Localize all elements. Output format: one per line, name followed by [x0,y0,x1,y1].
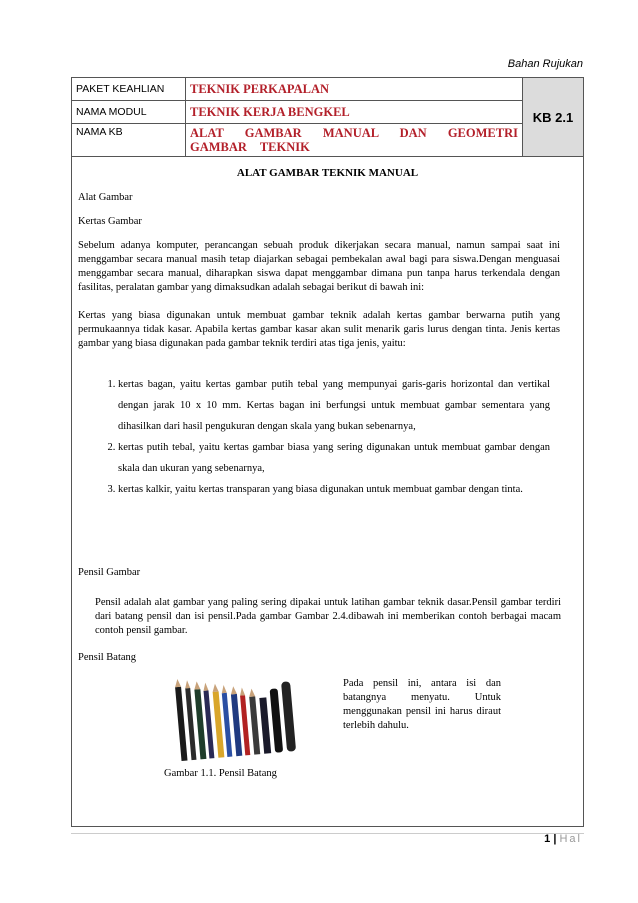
table-row [72,101,584,124]
paper-types-list [78,374,550,500]
figure-caption: Gambar 1.1. Pensil Batang [164,768,277,779]
list-item: 1. kertas bagan, yaitu kertas gambar putih tebal yang mempunyai garis-garis horizontal dan vertikal dengan jarak 10 x 10 mm. Kertas bagan ini berfungsi untuk membuat gambar sementara yang dihasilkan dari hasil pengukuran dengan skala yang bukan sebenarnya, [118,374,550,437]
value-modul: TEKNIK KERJA BENGKEL [186,101,523,124]
page-separator: | [553,833,557,845]
paragraph-kertas: Kertas yang biasa digunakan untuk membuat gambar teknik adalah kertas gambar berwarna putih yang permukaannya tidak kasar. Apabila kertas gambar kasar akan sulit menarik garis lurus dengan tinta. Jenis kertas gambar yang biasa digunakan pada gambar teknik terdiri atas tiga jenis, yaitu: [78,310,560,349]
label-kb: NAMA KB [72,124,186,157]
heading-kertas-gambar: Kertas Gambar [78,216,142,227]
heading-alat-gambar: Alat Gambar [78,192,133,203]
page-hal-label: Hal [559,833,582,845]
label-paket: PAKET KEAHLIAN [72,78,186,101]
value-paket: TEKNIK PERKAPALAN [186,78,523,101]
page-footer [544,833,582,845]
header-reference: Bahan Rujukan [507,58,583,70]
kb-code: KB 2.1 [523,78,584,157]
label-modul: NAMA MODUL [72,101,186,124]
value-kb: ALAT GAMBAR MANUAL DAN GEOMETRI GAMBAR TEKNIK [186,124,523,157]
list-item: 3. kertas kalkir, yaitu kertas transparan yang biasa digunakan untuk membuat gambar dengan tinta. [118,479,550,500]
table-row [72,78,584,101]
pencil-sidenote: Pada pensil ini, antara isi dan batangnya menyatu. Untuk menggunakan pensil ini harus diraut terlebih dahulu. [343,678,501,731]
paragraph-intro: Sebelum adanya komputer, perancangan sebuah produk dikerjakan secara manual, namun sampai saat ini menggambar secara manual masih tetap diajarkan sebagai pembekalan awal bagi para siswa.Dengan menguasai menggambar secara manual, diharapkan siswa dapat menggambar dimana pun tanpa harus terkendala dengan fasilitas, peralatan gambar yang dimaksudkan adalah sebagai berikut di bawah ini: [78,240,560,293]
heading-pensil-gambar: Pensil Gambar [78,567,141,578]
table-row [72,124,584,157]
pencil-set-image [166,672,308,764]
heading-pensil-batang: Pensil Batang [78,652,137,663]
footer-divider [71,833,584,834]
page-number: 1 [544,833,551,845]
list-item: 2. kertas putih tebal, yaitu kertas gambar biasa yang sering digunakan untuk membuat gambar dengan skala dan ukuran yang sebenarnya, [118,437,550,479]
section-title: ALAT GAMBAR TEKNIK MANUAL [236,167,419,179]
paragraph-pensil: Pensil adalah alat gambar yang paling sering dipakai untuk latihan gambar teknik dasar.Pensil gambar terdiri dari batang pensil dan isi pensil.Pada gambar Gambar 2.4.dibawah ini memberikan contoh berbagai macam contoh pensil gambar. [95,597,561,636]
module-info-table [71,77,584,157]
